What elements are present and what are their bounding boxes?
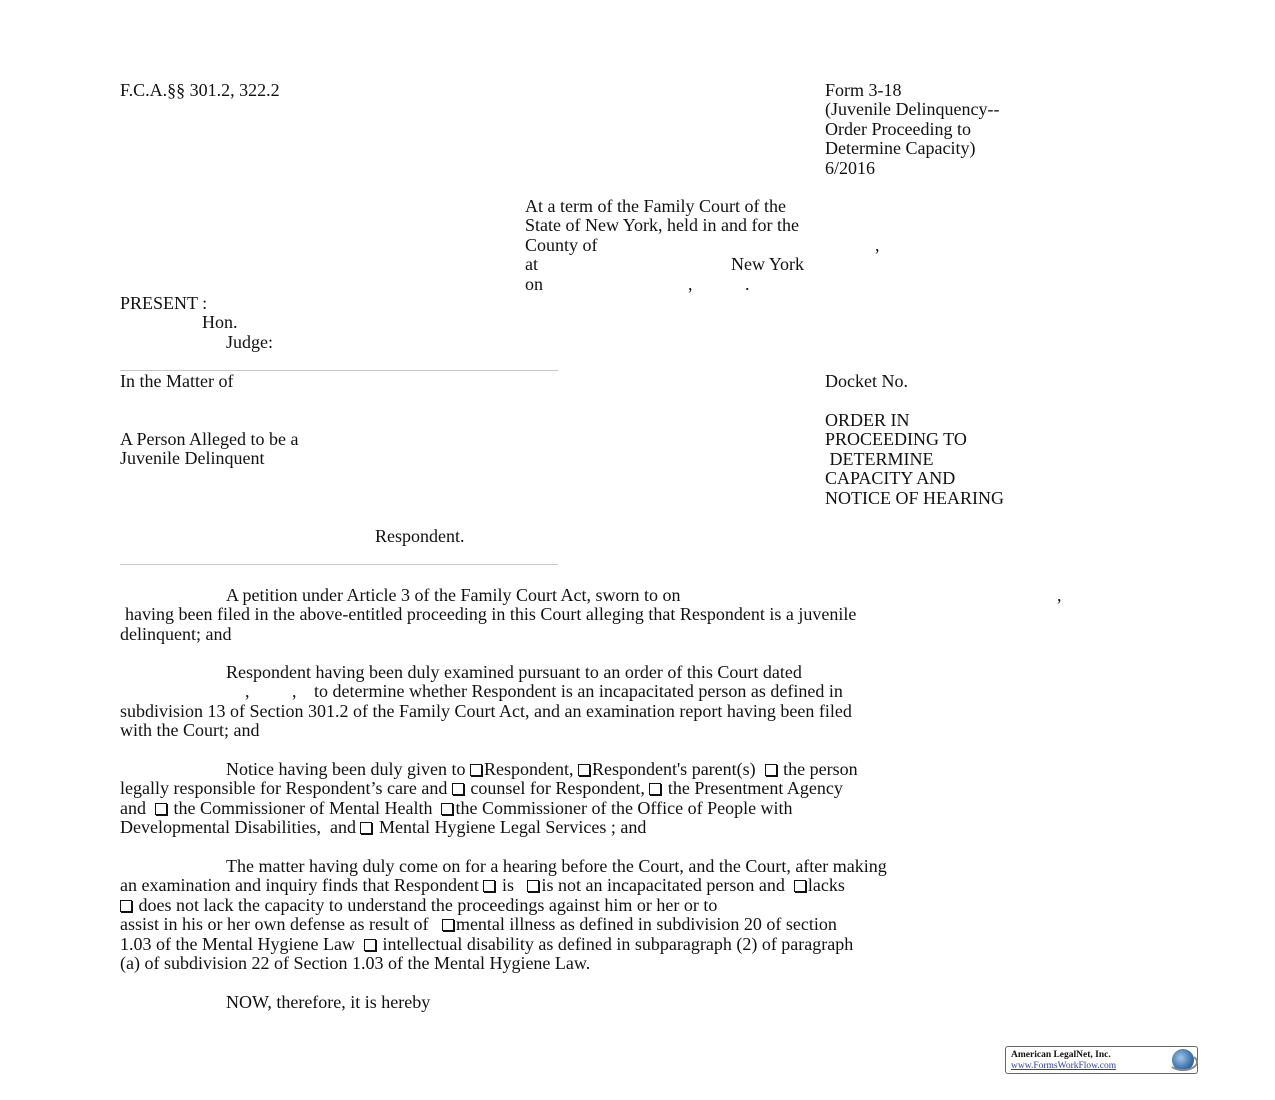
county-label: County of bbox=[525, 234, 598, 255]
checkbox-does-not-lack[interactable] bbox=[120, 900, 132, 912]
checkbox-is[interactable] bbox=[483, 880, 495, 892]
description-line: Juvenile Delinquent bbox=[120, 448, 265, 469]
p4-mental-illness: mental illness as defined in subdivision 20 of section bbox=[455, 914, 837, 935]
p2-line2: to determine whether Respondent is an incapacitated person as defined in bbox=[314, 681, 843, 702]
checkbox-is-not[interactable] bbox=[527, 880, 539, 892]
checkbox-respondent[interactable] bbox=[470, 764, 482, 776]
title-line: NOTICE OF HEARING bbox=[825, 487, 1004, 508]
p1-line1: A petition under Article 3 of the Family Court Act, sworn to on bbox=[226, 585, 681, 605]
paragraph-petition bbox=[120, 586, 1160, 644]
company-name: American LegalNet, Inc. bbox=[1011, 1050, 1111, 1060]
judge-label: Judge: bbox=[226, 332, 273, 352]
p3-agency: the Presentment Agency bbox=[667, 778, 843, 799]
swoosh-icon bbox=[1168, 1053, 1198, 1071]
on-label: on bbox=[525, 273, 543, 294]
form-line: 6/2016 bbox=[825, 157, 876, 178]
p2-line4: with the Court; and bbox=[120, 720, 260, 741]
title-line: DETERMINE bbox=[825, 448, 934, 469]
p4-intellectual-disability: intellectual disability as defined in subparagraph (2) of paragraph bbox=[382, 933, 854, 954]
p4-lacks: lacks bbox=[807, 875, 845, 896]
matter-label: In the Matter of bbox=[120, 371, 234, 391]
respondent-description bbox=[120, 430, 298, 469]
p4-line5a: 1.03 of the Mental Hygiene Law bbox=[120, 933, 355, 954]
p2-comma1: , bbox=[245, 681, 250, 702]
p4-line2a: an examination and inquiry finds that Respondent bbox=[120, 875, 479, 896]
form-identifier bbox=[825, 81, 999, 178]
description-line: A Person Alleged to be a bbox=[120, 429, 299, 449]
p2-line1: Respondent having been duly examined pursuant to an order of this Court dated bbox=[226, 662, 802, 682]
respondent-label: Respondent. bbox=[375, 526, 465, 546]
county-comma: , bbox=[875, 234, 880, 255]
p2-line3: subdivision 13 of Section 301.2 of the Family Court Act, and an examination report having been filed bbox=[120, 700, 852, 721]
state-name: New York bbox=[731, 254, 805, 275]
p1-line1-comma: , bbox=[1057, 585, 1062, 605]
p3-counsel: counsel for Respondent, bbox=[470, 778, 645, 799]
caption-bottom-rule bbox=[120, 564, 558, 565]
checkbox-commissioner-mental-health[interactable] bbox=[155, 803, 167, 815]
p3-commissioner-mh: the Commissioner of Mental Health bbox=[173, 797, 433, 818]
checkbox-respondent-parents[interactable] bbox=[578, 764, 590, 776]
p1-line2: having been filed in the above-entitled proceeding in this Court alleging that Respondent is a juvenile bbox=[125, 604, 857, 625]
hon-label: Hon. bbox=[202, 312, 238, 332]
american-legalnet-logo[interactable] bbox=[1005, 1046, 1198, 1074]
at-label: at bbox=[525, 254, 538, 275]
p3-commissioner-opwdd: the Commissioner of the Office of People with bbox=[455, 797, 793, 818]
paragraph-notice bbox=[120, 760, 1160, 838]
paragraph-now-therefore: NOW, therefore, it is hereby bbox=[226, 992, 431, 1012]
checkbox-commissioner-opwdd[interactable] bbox=[441, 803, 453, 815]
statute-reference: F.C.A.§§ 301.2, 322.2 bbox=[120, 80, 280, 100]
title-line: ORDER IN bbox=[825, 410, 910, 430]
form-line: Order Proceeding to bbox=[825, 118, 971, 139]
form-line: Determine Capacity) bbox=[825, 138, 976, 159]
p4-is-not: is not an incapacitated person and bbox=[541, 875, 785, 896]
p3-parents: Respondent's parent(s) bbox=[591, 759, 756, 779]
p1-line3: delinquent; and bbox=[120, 623, 232, 644]
date-comma: , bbox=[688, 273, 693, 294]
p4-line1: The matter having duly come on for a hearing before the Court, and the Court, after making bbox=[226, 856, 887, 876]
p3-mhls: Mental Hygiene Legal Services ; and bbox=[378, 817, 647, 838]
form-line: Form 3-18 bbox=[825, 80, 902, 100]
checkbox-presentment-agency[interactable] bbox=[649, 783, 661, 795]
p3-person: the person bbox=[783, 759, 858, 779]
p2-comma2: , bbox=[292, 681, 297, 702]
company-url[interactable]: www.FormsWorkFlow.com bbox=[1011, 1061, 1117, 1071]
checkbox-lacks[interactable] bbox=[794, 880, 806, 892]
present-label: PRESENT : bbox=[120, 293, 208, 313]
p3-line2a: legally responsible for Respondent’s care and bbox=[120, 778, 448, 799]
court-term-block bbox=[525, 197, 925, 294]
docket-label: Docket No. bbox=[825, 371, 908, 391]
p3-line1a: Notice having been duly given to bbox=[226, 759, 466, 779]
p3-line4a: Developmental Disabilities, and bbox=[120, 817, 356, 838]
paragraph-examination bbox=[120, 663, 1160, 741]
p4-line4a: assist in his or her own defense as result of bbox=[120, 914, 429, 935]
p3-line3a: and bbox=[120, 797, 146, 818]
p4-line6: (a) of subdivision 22 of Section 1.03 of the Mental Hygiene Law. bbox=[120, 953, 591, 974]
checkbox-person-legally-responsible[interactable] bbox=[765, 764, 777, 776]
order-title bbox=[825, 411, 1004, 508]
checkbox-intellectual-disability[interactable] bbox=[364, 939, 376, 951]
p3-respondent: Respondent, bbox=[483, 759, 574, 779]
checkbox-mental-hygiene-legal-services[interactable] bbox=[360, 822, 372, 834]
court-line: State of New York, held in and for the bbox=[525, 215, 799, 236]
title-line: CAPACITY AND bbox=[825, 468, 956, 489]
p4-line3: does not lack the capacity to understand the proceedings against him or her or to bbox=[138, 894, 718, 915]
paragraph-findings bbox=[120, 857, 1160, 973]
form-line: (Juvenile Delinquency-- bbox=[825, 99, 1000, 120]
court-line: At a term of the Family Court of the bbox=[525, 196, 786, 216]
checkbox-mental-illness[interactable] bbox=[442, 919, 454, 931]
checkbox-counsel[interactable] bbox=[452, 783, 464, 795]
p4-is: is bbox=[501, 875, 514, 896]
title-line: PROCEEDING TO bbox=[825, 429, 967, 450]
date-period: . bbox=[745, 273, 750, 294]
